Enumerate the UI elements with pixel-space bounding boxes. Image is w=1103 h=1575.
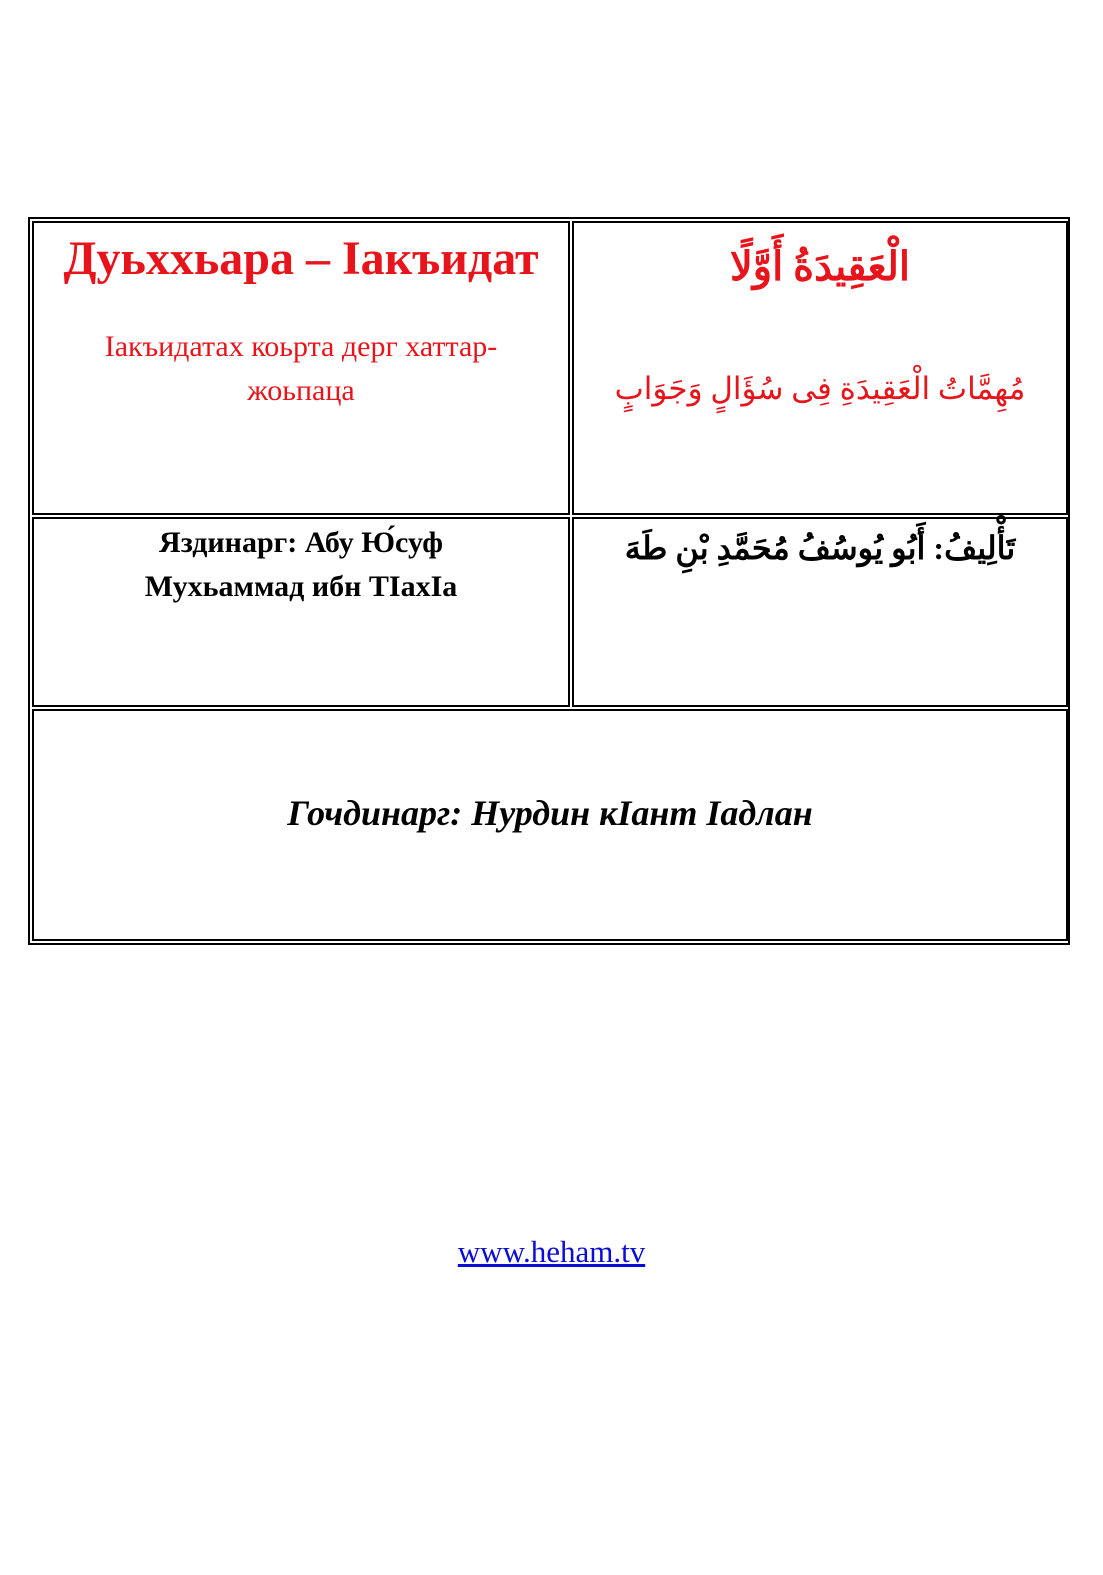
arabic-author-cell — [572, 517, 1068, 707]
title-table — [28, 217, 1070, 945]
russian-subtitle — [64, 325, 538, 413]
website-link[interactable]: www.heham.tv — [457, 1234, 646, 1269]
russian-author — [34, 519, 568, 609]
russian-title: Дуьххьара – Iакъидат — [63, 232, 539, 285]
arabic-author: تَأْلِيفُ: أَبُو يُوسُفُ مُحَمَّدِ بْنِ طَهَ — [624, 530, 1016, 566]
arabic-title: الْعَقِيدَةُ أَوَّلًا — [729, 244, 911, 289]
arabic-subtitle: مُهِمَّاتُ الْعَقِيدَةِ فِى سُؤَالٍ وَجَوَابٍ — [614, 371, 1026, 406]
russian-author-line-1: Яздинарг: Абу Ю́суф — [159, 526, 443, 559]
translator-credit: Гочдинарг: Нурдин кIант Iадлан — [287, 793, 813, 833]
website-footer — [0, 1232, 1103, 1272]
russian-subtitle-line-1: Iакъидатах коьрта дерг хаттар- — [104, 330, 498, 363]
arabic-title-cell — [572, 221, 1068, 515]
russian-subtitle-line-2: жоьпаца — [247, 374, 355, 407]
russian-author-cell — [32, 517, 570, 707]
russian-title-cell — [32, 221, 570, 515]
russian-author-line-2: Мухьаммад ибн ТIахIа — [144, 570, 458, 603]
translator-cell — [32, 709, 1068, 941]
